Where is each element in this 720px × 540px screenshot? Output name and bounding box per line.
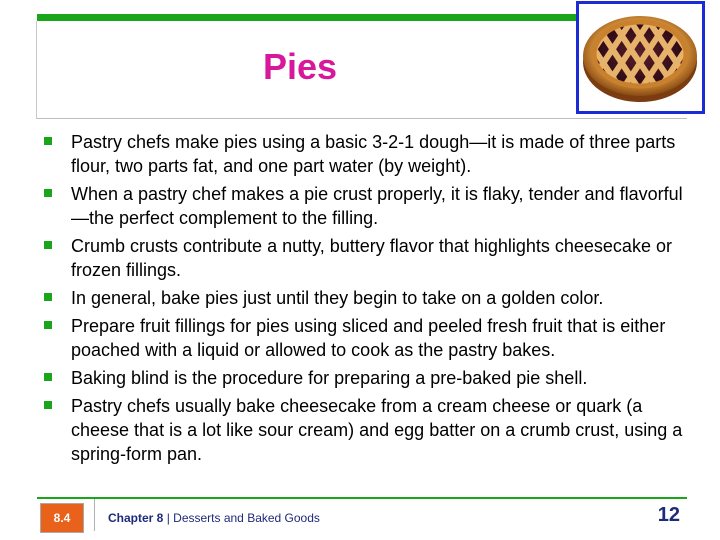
bullet-list	[44, 130, 694, 470]
title-underline-rule	[37, 118, 687, 119]
chapter-title: Desserts and Baked Goods	[173, 511, 320, 525]
chapter-separator: |	[163, 511, 174, 525]
bullet-text: Crumb crusts contribute a nutty, buttery flavor that highlights cheesecake or frozen fillings.	[71, 236, 672, 280]
bullet-text: In general, bake pies just until they begin to take on a golden color.	[71, 288, 604, 308]
section-badge: 8.4	[40, 503, 84, 533]
pie-image	[579, 4, 702, 111]
bullet-marker-icon	[44, 137, 52, 145]
bullet-text: When a pastry chef makes a pie crust properly, it is flaky, tender and flavorful—the perfect complement to the filling.	[71, 184, 683, 228]
pie-image-frame	[576, 1, 705, 114]
bullet-item	[44, 394, 694, 466]
bullet-text: Pastry chefs usually bake cheesecake from a cream cheese or quark (a cheese that is a lot like sour cream) and egg batter on a crumb crust, using a spring-form pan.	[71, 396, 683, 464]
bullet-item	[44, 234, 694, 282]
bullet-item	[44, 366, 694, 390]
bullet-item	[44, 286, 694, 310]
bullet-item	[44, 314, 694, 362]
footer-rule	[37, 497, 687, 499]
bullet-item	[44, 182, 694, 230]
top-accent-bar	[37, 14, 597, 21]
chapter-label	[108, 511, 320, 525]
bullet-marker-icon	[44, 189, 52, 197]
bullet-text: Prepare fruit fillings for pies using sliced and peeled fresh fruit that is either poached with a liquid or allowed to cook as the pastry bakes.	[71, 316, 666, 360]
bullet-marker-icon	[44, 373, 52, 381]
bullet-item	[44, 130, 694, 178]
footer-divider	[94, 499, 95, 531]
slide-number: 12	[657, 504, 680, 526]
bullet-marker-icon	[44, 401, 52, 409]
chapter-number: Chapter 8	[108, 511, 164, 525]
bullet-marker-icon	[44, 321, 52, 329]
left-title-rule	[36, 21, 37, 119]
bullet-marker-icon	[44, 241, 52, 249]
bullet-marker-icon	[44, 293, 52, 301]
bullet-text: Baking blind is the procedure for preparing a pre-baked pie shell.	[71, 368, 588, 388]
bullet-text: Pastry chefs make pies using a basic 3-2-1 dough—it is made of three parts flour, two parts fat, and one part water (by weight).	[71, 132, 676, 176]
slide-title: Pies	[262, 46, 338, 87]
